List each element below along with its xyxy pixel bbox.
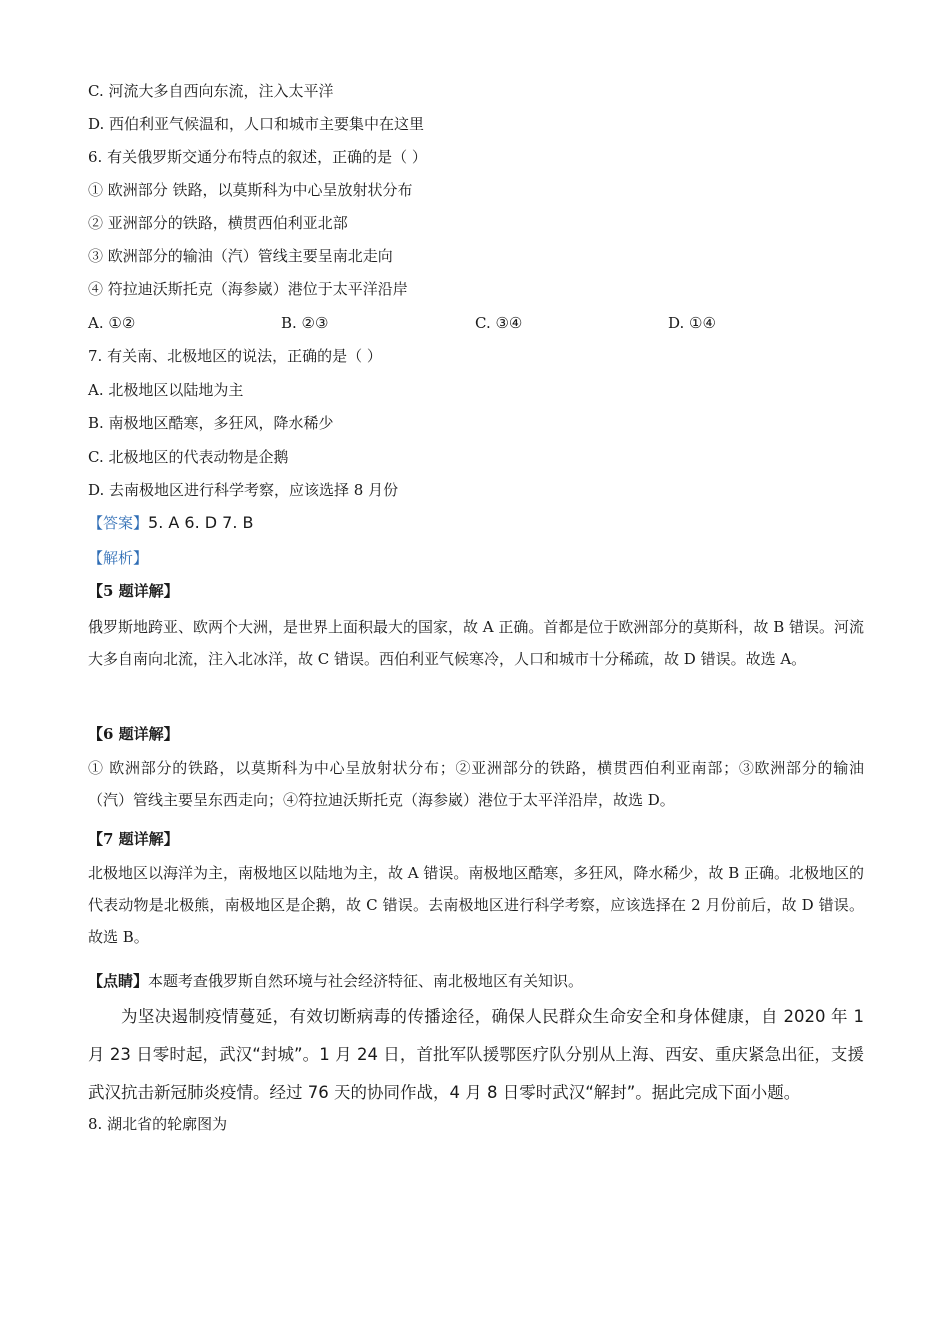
q6-item-2: ② 亚洲部分的铁路，横贯西伯利亚北部 (88, 214, 348, 232)
q7-option-b: B. 南极地区酷寒，多狂风，降水稀少 (88, 414, 334, 432)
comment-text: 本题考查俄罗斯自然环境与社会经济特征、南北极地区有关知识。 (148, 972, 584, 990)
q5-option-d: D. 西伯利亚气候温和，人口和城市主要集中在这里 (88, 115, 425, 133)
q7-stem: 7. 有关南、北极地区的说法，正确的是（ ） (88, 347, 382, 365)
q6-stem: 6. 有关俄罗斯交通分布特点的叙述，正确的是（ ） (88, 148, 427, 166)
detail-5-heading: 【5 题详解】 (88, 582, 179, 600)
q6-option-b: B. ②③ (281, 314, 329, 332)
q6-option-a: A. ①② (88, 314, 136, 332)
q5-option-c: C. 河流大多自西向东流，注入太平洋 (88, 82, 334, 100)
detail-7-heading: 【7 题详解】 (88, 830, 179, 848)
q7-option-a: A. 北极地区以陆地为主 (88, 381, 244, 399)
analysis-tag: 【解析】 (88, 549, 149, 567)
q6-item-4: ④ 符拉迪沃斯托克（海参崴）港位于太平洋沿岸 (88, 280, 408, 298)
q8-stem: 8. 湖北省的轮廓图为 (88, 1115, 228, 1133)
material-paragraph: 为坚决遏制疫情蔓延，有效切断病毒的传播途径，确保人民群众生命安全和身体健康，自 2020 年 1 月 23 日零时起，武汉“封城”。1 月 24 日，首批军队援鄂医疗队分别从上海、西安、重庆紧急出征，支援武汉抗击新冠肺炎疫情。经过 76 天的协同作战，4 月 8 日零时武汉“解封”。据此完成下面小题。 (88, 1007, 864, 1102)
detail-7-text: 北极地区以海洋为主，南极地区以陆地为主，故 A 错误。南极地区酷寒，多狂风，降水稀少，故 B 正确。北极地区的代表动物是北极熊，南极地区是企鹅，故 C 错误。去南极地区进行科学考察，应该选择在 2 月份前后，故 D 错误。故选 B。 (88, 864, 864, 946)
answer-values: 5. A 6. D 7. B (148, 513, 254, 532)
comment-tag: 【点睛】 (88, 972, 149, 990)
detail-6-text: ① 欧洲部分的铁路，以莫斯科为中心呈放射状分布；②亚洲部分的铁路，横贯西伯利亚南部；③欧洲部分的输油（汽）管线主要呈东西走向；④符拉迪沃斯托克（海参崴）港位于太平洋沿岸，故选 D。 (88, 759, 864, 809)
q7-option-c: C. 北极地区的代表动物是企鹅 (88, 448, 289, 466)
answer-line (88, 513, 253, 533)
detail-6-heading: 【6 题详解】 (88, 725, 179, 743)
q7-option-d: D. 去南极地区进行科学考察，应该选择 8 月份 (88, 481, 399, 499)
q6-option-d: D. ①④ (668, 314, 716, 332)
answer-tag: 【答案】 (88, 514, 149, 532)
comment-line (88, 971, 583, 991)
q6-option-c: C. ③④ (475, 314, 523, 332)
q6-item-3: ③ 欧洲部分的输油（汽）管线主要呈南北走向 (88, 247, 393, 265)
detail-5-text: 俄罗斯地跨亚、欧两个大洲，是世界上面积最大的国家，故 A 正确。首都是位于欧洲部分的莫斯科，故 B 错误。河流大多自南向北流，注入北冰洋，故 C 错误。西伯利亚气候寒冷，人口和城市十分稀疏，故 D 错误。故选 A。 (88, 618, 864, 668)
q6-item-1: ① 欧洲部分 铁路，以莫斯科为中心呈放射状分布 (88, 181, 413, 199)
